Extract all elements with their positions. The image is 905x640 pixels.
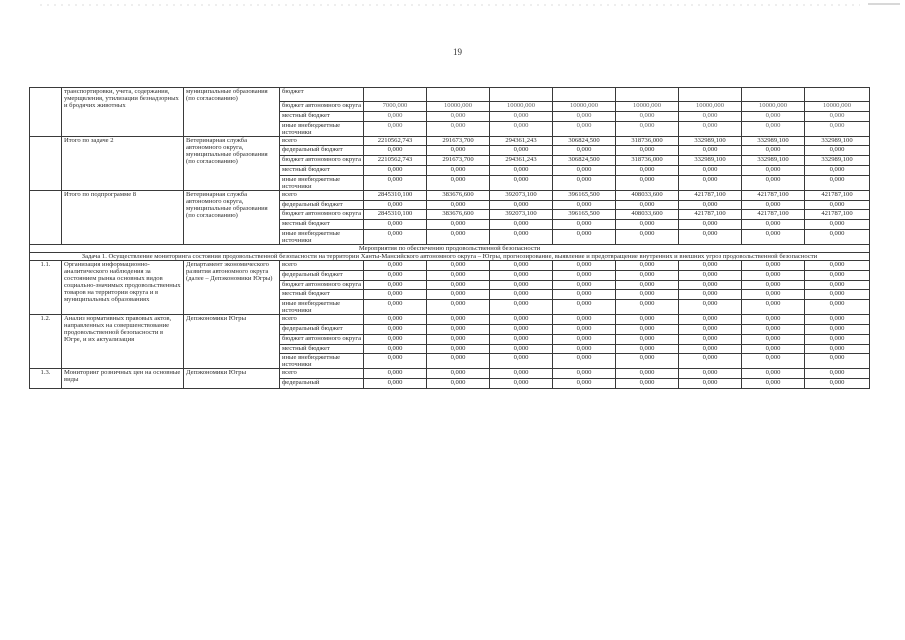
amount-cell: 0,000 — [553, 354, 616, 369]
amount-cell: 0,000 — [490, 121, 553, 136]
funding-source: иные внебюджетные источники — [280, 300, 364, 315]
amount-cell: 0,000 — [553, 369, 616, 379]
amount-cell: 0,000 — [679, 111, 742, 121]
amount-cell: 0,000 — [553, 315, 616, 325]
amount-cell: 0,000 — [616, 260, 679, 270]
amount-cell: 0,000 — [553, 175, 616, 190]
funding-source: местный бюджет — [280, 111, 364, 121]
amount-cell: 0,000 — [364, 315, 427, 325]
amount-cell: 0,000 — [490, 324, 553, 334]
amount-cell: 0,000 — [742, 290, 805, 300]
amount-cell: 0,000 — [553, 270, 616, 280]
amount-cell: 0,000 — [742, 334, 805, 344]
amount-cell: 408033,600 — [616, 210, 679, 220]
amount-cell: 0,000 — [805, 280, 870, 290]
amount-cell: 0,000 — [679, 334, 742, 344]
amount-cell: 396165,500 — [553, 210, 616, 220]
amount-cell: 2210562,743 — [364, 156, 427, 166]
funding-source: местный бюджет — [280, 344, 364, 354]
amount-cell: 0,000 — [427, 300, 490, 315]
amount-cell: 0,000 — [679, 200, 742, 210]
funding-source: местный бюджет — [280, 290, 364, 300]
table-row — [30, 136, 870, 146]
amount-cell: 0,000 — [553, 146, 616, 156]
amount-cell: 0,000 — [364, 354, 427, 369]
amount-cell: 0,000 — [490, 270, 553, 280]
amount-cell: 0,000 — [742, 324, 805, 334]
executor-cell: муниципальные образования (по согласованию) — [184, 88, 280, 137]
amount-cell: 0,000 — [427, 270, 490, 280]
amount-cell: 0,000 — [616, 220, 679, 230]
table-row — [30, 315, 870, 325]
amount-cell: 0,000 — [616, 229, 679, 244]
amount-cell: 0,000 — [742, 146, 805, 156]
amount-cell: 10000,000 — [679, 102, 742, 112]
amount-cell: 10000,000 — [490, 102, 553, 112]
amount-cell: 0,000 — [805, 379, 870, 389]
amount-cell: 0,000 — [427, 165, 490, 175]
activity-description: транспортировки, учета, содержания, умерщвления, утилизации безнадзорных и бродячих животных — [62, 88, 184, 137]
executor-cell: Ветеринарная служба автономного округа, муниципальные образования (по согласованию) — [184, 136, 280, 190]
funding-source: всего — [280, 190, 364, 200]
amount-cell: 0,000 — [679, 344, 742, 354]
amount-cell: 294361,243 — [490, 136, 553, 146]
amount-cell: 0,000 — [427, 200, 490, 210]
amount-cell: 396165,500 — [553, 190, 616, 200]
amount-cell: 0,000 — [742, 165, 805, 175]
amount-cell: 0,000 — [805, 324, 870, 334]
amount-cell: 0,000 — [679, 290, 742, 300]
table-row — [30, 190, 870, 200]
funding-source: иные внебюджетные источники — [280, 121, 364, 136]
amount-cell: 0,000 — [427, 280, 490, 290]
amount-cell: 0,000 — [679, 270, 742, 280]
amount-cell: 0,000 — [553, 290, 616, 300]
table-row — [30, 88, 870, 102]
amount-cell: 0,000 — [679, 165, 742, 175]
amount-cell: 0,000 — [553, 280, 616, 290]
amount-cell: 0,000 — [427, 220, 490, 230]
amount-cell: 0,000 — [490, 334, 553, 344]
amount-cell: 332989,100 — [805, 156, 870, 166]
amount-cell: 0,000 — [427, 315, 490, 325]
total-label: Итого по задаче 2 — [62, 136, 184, 190]
amount-cell: 0,000 — [616, 111, 679, 121]
amount-cell: 0,000 — [679, 354, 742, 369]
amount-cell: 332989,100 — [679, 136, 742, 146]
amount-cell: 0,000 — [616, 175, 679, 190]
amount-cell: 0,000 — [490, 290, 553, 300]
amount-cell: 0,000 — [490, 354, 553, 369]
amount-cell: 0,000 — [364, 280, 427, 290]
amount-cell: 0,000 — [616, 290, 679, 300]
amount-cell: 0,000 — [364, 334, 427, 344]
amount-cell: 0,000 — [679, 315, 742, 325]
amount-cell: 0,000 — [616, 324, 679, 334]
amount-cell: 332989,100 — [742, 136, 805, 146]
amount-cell: 0,000 — [616, 121, 679, 136]
amount-cell: 332989,100 — [805, 136, 870, 146]
row-index-cell — [30, 190, 62, 244]
amount-cell: 306824,500 — [553, 136, 616, 146]
amount-cell: 0,000 — [364, 146, 427, 156]
amount-cell: 0,000 — [553, 165, 616, 175]
amount-cell: 392073,100 — [490, 190, 553, 200]
amount-cell: 0,000 — [805, 260, 870, 270]
amount-cell: 0,000 — [364, 200, 427, 210]
funding-source: местный бюджет — [280, 220, 364, 230]
amount-cell: 306824,500 — [553, 156, 616, 166]
table-body — [30, 88, 870, 389]
amount-cell — [805, 88, 870, 102]
total-label: Итого по подпрограмме 8 — [62, 190, 184, 244]
amount-cell: 0,000 — [364, 344, 427, 354]
amount-cell: 10000,000 — [742, 102, 805, 112]
amount-cell: 0,000 — [679, 379, 742, 389]
amount-cell — [364, 88, 427, 102]
page-number: 19 — [453, 47, 462, 57]
executor-cell: Депэкономики Югры — [184, 369, 280, 389]
amount-cell: 0,000 — [805, 300, 870, 315]
funding-source: местный бюджет — [280, 165, 364, 175]
item-title: Мониторинг розничных цен на основные виды — [62, 369, 184, 389]
funding-source: иные внебюджетные источники — [280, 229, 364, 244]
amount-cell: 0,000 — [679, 280, 742, 290]
amount-cell: 0,000 — [490, 300, 553, 315]
amount-cell: 0,000 — [679, 146, 742, 156]
amount-cell: 0,000 — [553, 220, 616, 230]
budget-table — [29, 87, 870, 389]
amount-cell: 0,000 — [427, 260, 490, 270]
amount-cell: 0,000 — [553, 229, 616, 244]
amount-cell: 0,000 — [490, 229, 553, 244]
amount-cell: 0,000 — [364, 369, 427, 379]
amount-cell: 0,000 — [490, 146, 553, 156]
amount-cell: 383676,600 — [427, 210, 490, 220]
amount-cell: 0,000 — [364, 260, 427, 270]
funding-source: федеральный бюджет — [280, 270, 364, 280]
amount-cell: 0,000 — [742, 379, 805, 389]
amount-cell: 0,000 — [805, 165, 870, 175]
amount-cell: 0,000 — [805, 315, 870, 325]
amount-cell: 0,000 — [490, 315, 553, 325]
amount-cell: 0,000 — [364, 175, 427, 190]
item-title: Организация информационно-аналитического наблюдения за состоянием рынка основных видов социально-значимых продовольственных товаров на территории округа и в муниципальных образованиях — [62, 260, 184, 314]
amount-cell: 0,000 — [553, 334, 616, 344]
amount-cell: 0,000 — [364, 111, 427, 121]
funding-source: федеральный бюджет — [280, 200, 364, 210]
amount-cell: 0,000 — [364, 300, 427, 315]
amount-cell — [679, 88, 742, 102]
amount-cell: 10000,000 — [805, 102, 870, 112]
amount-cell: 0,000 — [553, 200, 616, 210]
amount-cell: 0,000 — [490, 175, 553, 190]
executor-cell: Депэкономики Югры — [184, 315, 280, 369]
funding-source: бюджет — [280, 88, 364, 102]
amount-cell: 0,000 — [364, 324, 427, 334]
funding-source: всего — [280, 260, 364, 270]
table-row — [30, 244, 870, 252]
amount-cell: 0,000 — [805, 146, 870, 156]
funding-source: всего — [280, 136, 364, 146]
amount-cell — [553, 88, 616, 102]
amount-cell: 0,000 — [742, 200, 805, 210]
funding-source: бюджет автономного округа — [280, 156, 364, 166]
amount-cell: 0,000 — [742, 229, 805, 244]
amount-cell: 2845310,100 — [364, 210, 427, 220]
row-index-cell — [30, 88, 62, 137]
amount-cell: 332989,100 — [679, 156, 742, 166]
amount-cell: 0,000 — [616, 354, 679, 369]
amount-cell: 0,000 — [427, 121, 490, 136]
amount-cell: 0,000 — [805, 270, 870, 280]
amount-cell: 0,000 — [616, 379, 679, 389]
amount-cell: 318736,000 — [616, 136, 679, 146]
amount-cell — [742, 88, 805, 102]
amount-cell: 0,000 — [742, 300, 805, 315]
funding-source: федеральный бюджет — [280, 146, 364, 156]
amount-cell: 0,000 — [679, 220, 742, 230]
amount-cell: 0,000 — [427, 334, 490, 344]
amount-cell: 0,000 — [427, 290, 490, 300]
table-row — [30, 252, 870, 260]
amount-cell: 0,000 — [553, 121, 616, 136]
amount-cell: 291673,700 — [427, 156, 490, 166]
amount-cell: 0,000 — [490, 344, 553, 354]
amount-cell: 294361,243 — [490, 156, 553, 166]
amount-cell: 0,000 — [742, 354, 805, 369]
amount-cell: 0,000 — [616, 200, 679, 210]
amount-cell: 0,000 — [742, 270, 805, 280]
amount-cell: 0,000 — [679, 229, 742, 244]
amount-cell: 0,000 — [805, 200, 870, 210]
amount-cell: 0,000 — [805, 354, 870, 369]
amount-cell: 0,000 — [490, 111, 553, 121]
amount-cell: 0,000 — [490, 379, 553, 389]
amount-cell: 0,000 — [805, 344, 870, 354]
amount-cell: 0,000 — [553, 344, 616, 354]
amount-cell: 0,000 — [490, 220, 553, 230]
funding-source: бюджет автономного округа — [280, 102, 364, 112]
funding-source: иные внебюджетные источники — [280, 175, 364, 190]
amount-cell: 0,000 — [490, 260, 553, 270]
amount-cell: 392073,100 — [490, 210, 553, 220]
executor-cell: Департамент экономического развития автономного округа (далее – Депэкономики Югры) — [184, 260, 280, 314]
amount-cell: 0,000 — [553, 111, 616, 121]
amount-cell: 0,000 — [742, 369, 805, 379]
amount-cell: 0,000 — [616, 280, 679, 290]
amount-cell: 0,000 — [364, 229, 427, 244]
amount-cell: 0,000 — [805, 175, 870, 190]
amount-cell: 0,000 — [616, 146, 679, 156]
amount-cell: 383676,600 — [427, 190, 490, 200]
amount-cell: 10000,000 — [616, 102, 679, 112]
amount-cell: 0,000 — [427, 354, 490, 369]
amount-cell: 0,000 — [805, 334, 870, 344]
item-title: Анализ нормативных правовых актов, направленных на совершенствование продовольственной безопасности в Югре, и их актуализация — [62, 315, 184, 369]
amount-cell: 0,000 — [490, 165, 553, 175]
amount-cell: 0,000 — [364, 379, 427, 389]
amount-cell: 0,000 — [805, 229, 870, 244]
amount-cell: 0,000 — [742, 175, 805, 190]
amount-cell: 0,000 — [553, 260, 616, 270]
amount-cell: 421787,100 — [742, 210, 805, 220]
scan-edge-artifact — [0, 2, 905, 8]
amount-cell: 10000,000 — [427, 102, 490, 112]
amount-cell: 0,000 — [616, 165, 679, 175]
amount-cell: 0,000 — [679, 300, 742, 315]
funding-source: всего — [280, 315, 364, 325]
amount-cell — [616, 88, 679, 102]
funding-source: всего — [280, 369, 364, 379]
amount-cell: 0,000 — [805, 111, 870, 121]
funding-source: бюджет автономного округа — [280, 280, 364, 290]
amount-cell: 0,000 — [616, 270, 679, 280]
amount-cell: 0,000 — [805, 121, 870, 136]
amount-cell: 0,000 — [490, 280, 553, 290]
amount-cell: 421787,100 — [679, 210, 742, 220]
task-heading: Задача 1. Осуществление мониторинга состояния продовольственной безопасности на территории Ханты-Мансийского автономного округа – Югры, прогнозирование, выявление и предотвращение внутренних и внешних угроз продовольственной безопасности — [30, 252, 870, 260]
amount-cell: 0,000 — [742, 220, 805, 230]
amount-cell: 2210562,743 — [364, 136, 427, 146]
amount-cell: 0,000 — [616, 344, 679, 354]
amount-cell: 0,000 — [679, 260, 742, 270]
amount-cell: 0,000 — [427, 324, 490, 334]
funding-source: иные внебюджетные источники — [280, 354, 364, 369]
section-heading: Мероприятия по обеспечению продовольственной безопасности — [30, 244, 870, 252]
amount-cell: 0,000 — [364, 121, 427, 136]
amount-cell: 0,000 — [616, 334, 679, 344]
amount-cell: 0,000 — [427, 229, 490, 244]
amount-cell: 0,000 — [805, 220, 870, 230]
amount-cell: 421787,100 — [679, 190, 742, 200]
amount-cell: 0,000 — [742, 315, 805, 325]
item-number: 1.2. — [30, 315, 62, 369]
amount-cell: 0,000 — [427, 379, 490, 389]
amount-cell: 0,000 — [742, 344, 805, 354]
amount-cell: 291673,700 — [427, 136, 490, 146]
amount-cell — [427, 88, 490, 102]
amount-cell: 0,000 — [616, 315, 679, 325]
executor-cell: Ветеринарная служба автономного округа, муниципальные образования (по согласованию) — [184, 190, 280, 244]
amount-cell: 0,000 — [427, 111, 490, 121]
amount-cell: 2845310,100 — [364, 190, 427, 200]
amount-cell: 0,000 — [427, 146, 490, 156]
amount-cell: 0,000 — [805, 369, 870, 379]
funding-source: бюджет автономного округа — [280, 334, 364, 344]
amount-cell: 408033,600 — [616, 190, 679, 200]
amount-cell: 0,000 — [427, 344, 490, 354]
funding-source: федеральный бюджет — [280, 324, 364, 334]
amount-cell: 0,000 — [679, 121, 742, 136]
amount-cell: 0,000 — [364, 220, 427, 230]
amount-cell: 0,000 — [742, 260, 805, 270]
amount-cell: 0,000 — [553, 379, 616, 389]
amount-cell: 7000,000 — [364, 102, 427, 112]
amount-cell — [490, 88, 553, 102]
amount-cell: 318736,000 — [616, 156, 679, 166]
amount-cell: 0,000 — [742, 280, 805, 290]
amount-cell: 421787,100 — [805, 190, 870, 200]
amount-cell: 0,000 — [553, 300, 616, 315]
amount-cell: 421787,100 — [805, 210, 870, 220]
amount-cell: 0,000 — [679, 369, 742, 379]
funding-source: бюджет автономного округа — [280, 210, 364, 220]
row-index-cell — [30, 136, 62, 190]
amount-cell: 332989,100 — [742, 156, 805, 166]
amount-cell: 0,000 — [679, 324, 742, 334]
amount-cell: 0,000 — [679, 175, 742, 190]
item-number: 1.1. — [30, 260, 62, 314]
table-row — [30, 260, 870, 270]
amount-cell: 0,000 — [427, 175, 490, 190]
amount-cell: 0,000 — [805, 290, 870, 300]
item-number: 1.3. — [30, 369, 62, 389]
amount-cell: 0,000 — [553, 324, 616, 334]
amount-cell: 0,000 — [364, 165, 427, 175]
amount-cell: 0,000 — [364, 270, 427, 280]
amount-cell: 0,000 — [427, 369, 490, 379]
amount-cell: 10000,000 — [553, 102, 616, 112]
amount-cell: 0,000 — [364, 290, 427, 300]
amount-cell: 0,000 — [616, 300, 679, 315]
funding-source: федеральный — [280, 379, 364, 389]
amount-cell: 0,000 — [742, 111, 805, 121]
table-row — [30, 369, 870, 379]
amount-cell: 0,000 — [742, 121, 805, 136]
amount-cell: 0,000 — [616, 369, 679, 379]
amount-cell: 421787,100 — [742, 190, 805, 200]
amount-cell: 0,000 — [490, 200, 553, 210]
amount-cell: 0,000 — [490, 369, 553, 379]
